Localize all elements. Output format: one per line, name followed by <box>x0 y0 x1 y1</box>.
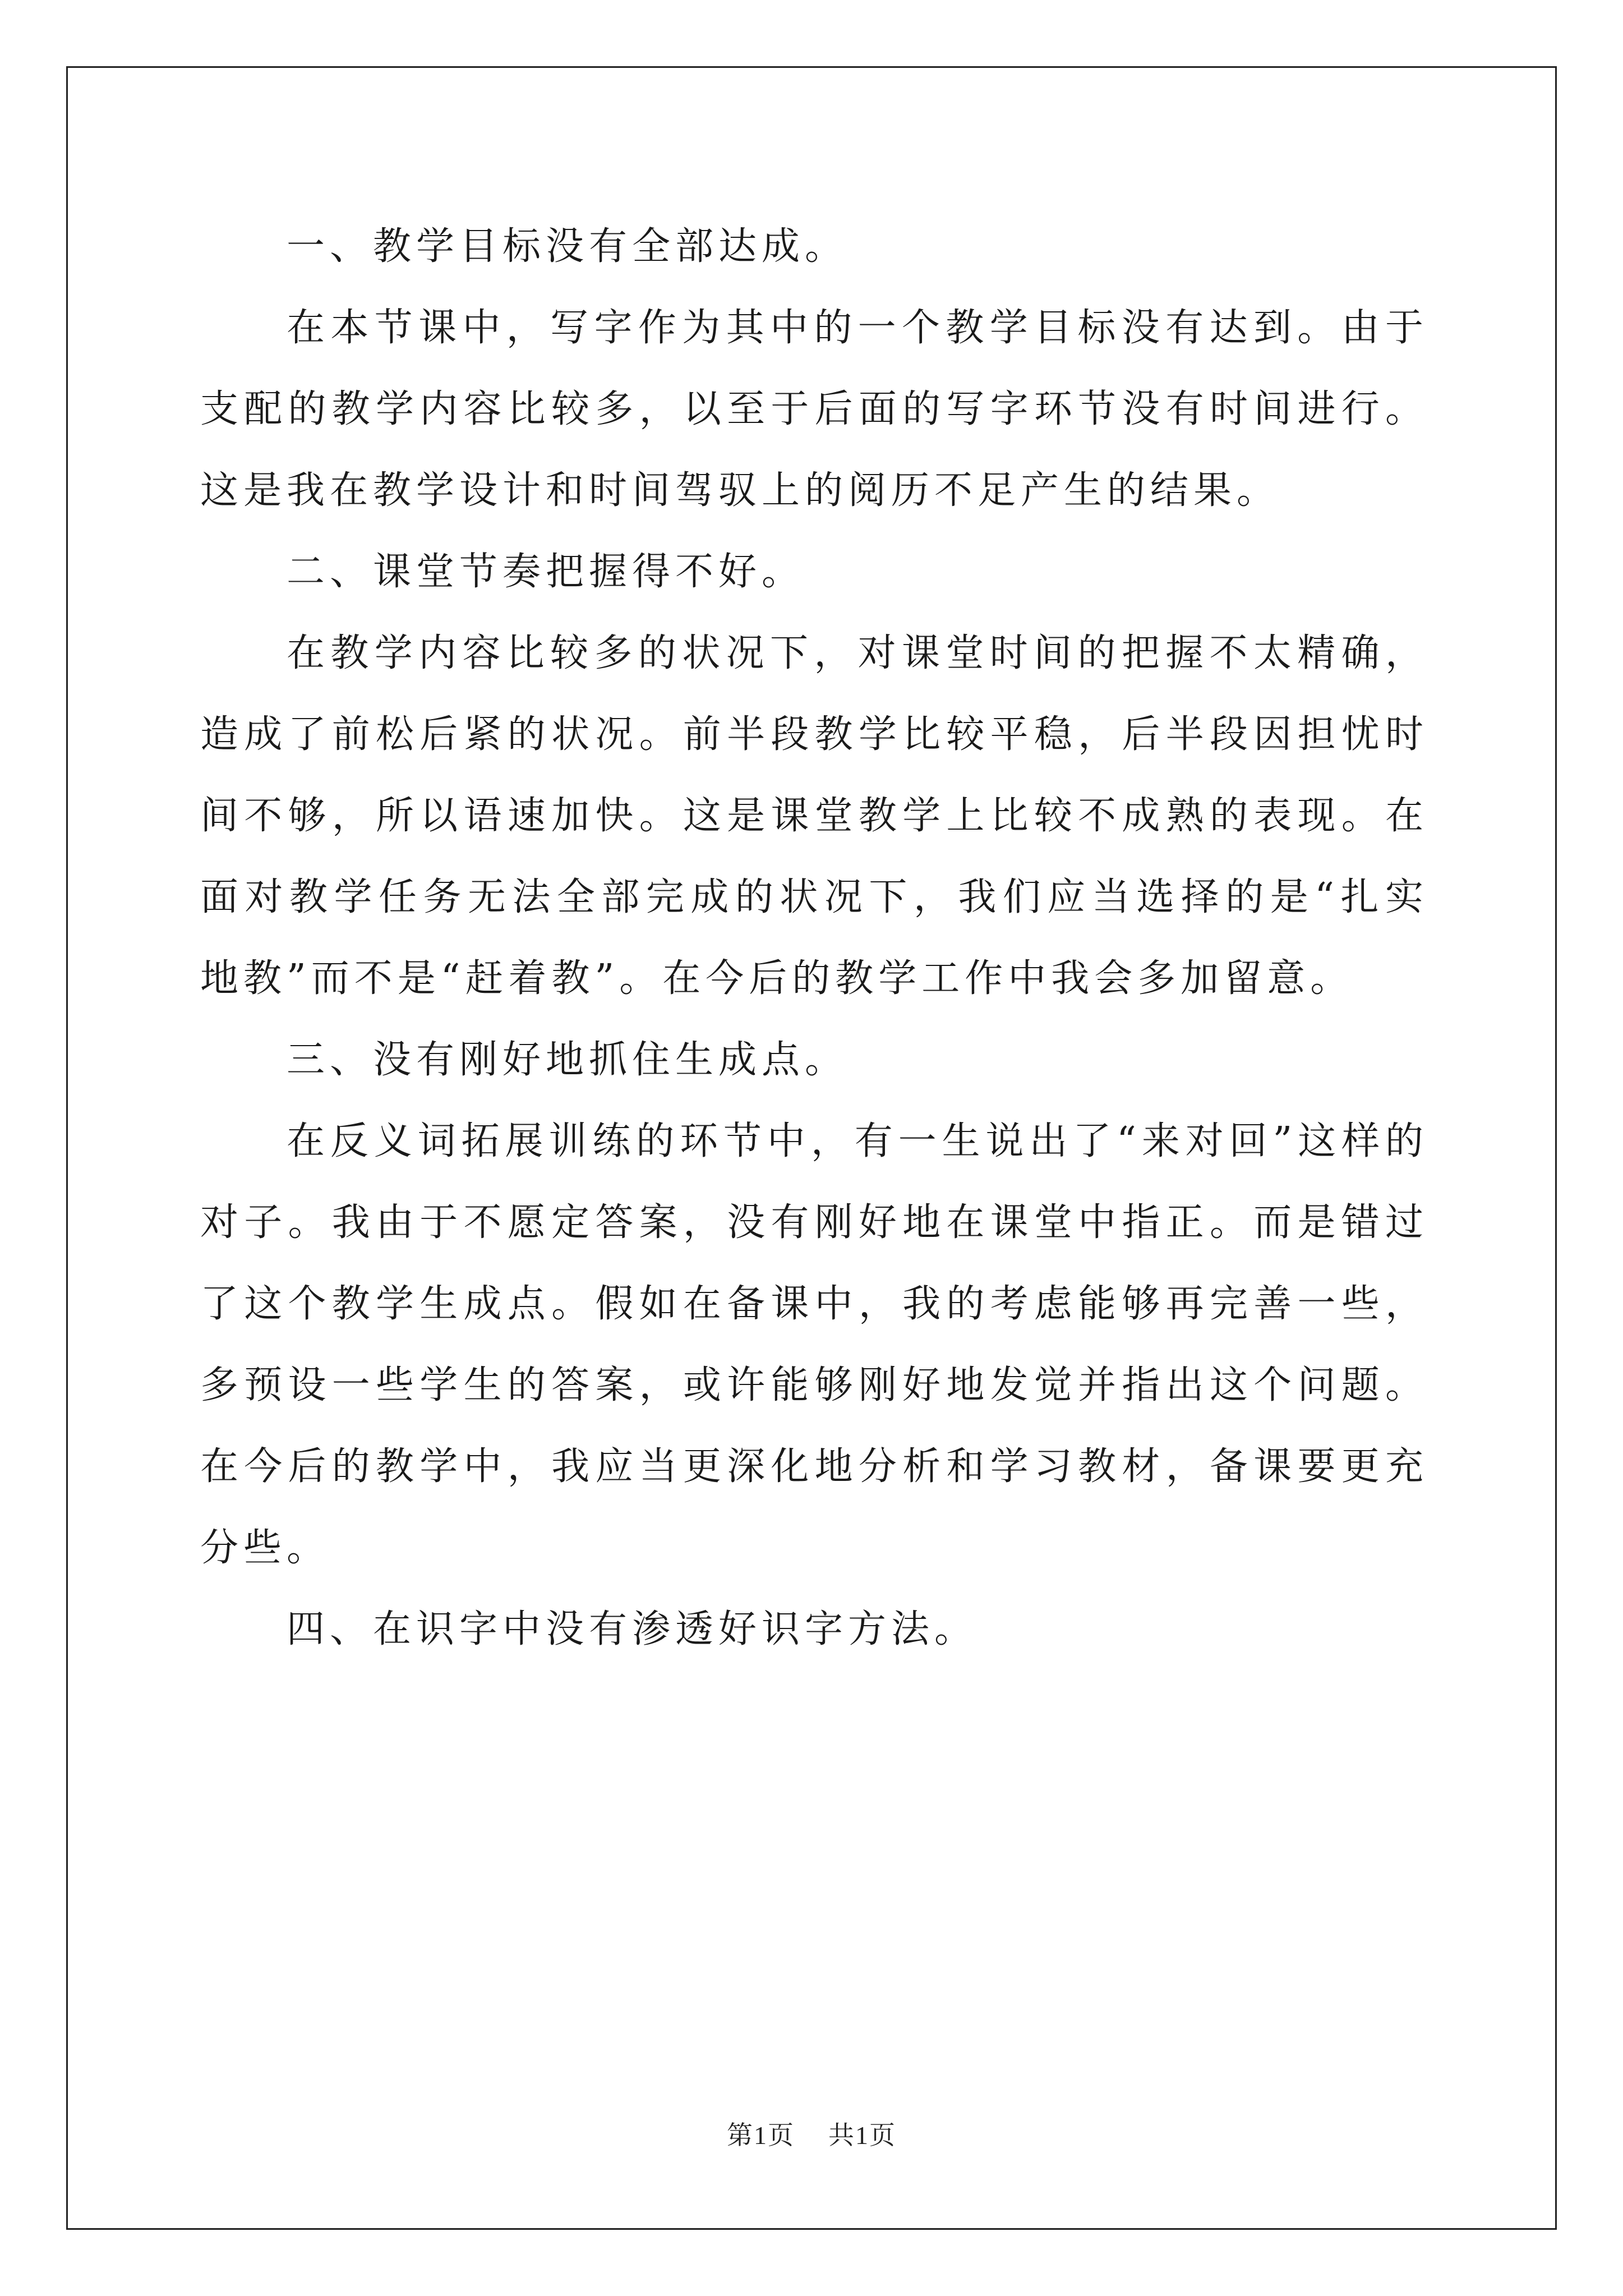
section-heading-2: 二、课堂节奏把握得不好。 <box>287 550 805 594</box>
page-footer <box>0 2115 1623 2152</box>
section-heading-3: 三、没有刚好地抓住生成点。 <box>287 1038 849 1082</box>
section-paragraph-3: 在反义词拓展训练的环节中，有一生说出了“来对回”这样的对子。我由于不愿定答案，没有刚好地在课堂中指正。而是错过了这个教学生成点。假如在备课中，我的考虑能够再完善一些，多预设一些学生的答案，或许能够刚好地发觉并指出这个问题。在今后的教学中，我应当更深化地分析和学习教材，备课要更充分些。 <box>200 1119 1428 1570</box>
section-heading-4: 四、在识字中没有渗透好识字方法。 <box>287 1607 978 1651</box>
page-number: 第1页 <box>727 2121 795 2150</box>
document-body <box>200 206 1428 1670</box>
page-total: 共1页 <box>828 2121 896 2150</box>
section-paragraph-2: 在教学内容比较多的状况下，对课堂时间的把握不太精确，造成了前松后紧的状况。前半段教学比较平稳，后半段因担忧时间不够，所以语速加快。这是课堂教学上比较不成熟的表现。在面对教学任务无法全部完成的状况下，我们应当选择的是“扎实地教”而不是“赶着教”。在今后的教学工作中我会多加留意。 <box>200 631 1428 1001</box>
section-heading-1: 一、教学目标没有全部达成。 <box>287 224 849 269</box>
section-paragraph-1: 在本节课中，写字作为其中的一个教学目标没有达到。由于支配的教学内容比较多，以至于后面的写字环节没有时间进行。这是我在教学设计和时间驾驭上的阅历不足产生的结果。 <box>200 306 1428 513</box>
